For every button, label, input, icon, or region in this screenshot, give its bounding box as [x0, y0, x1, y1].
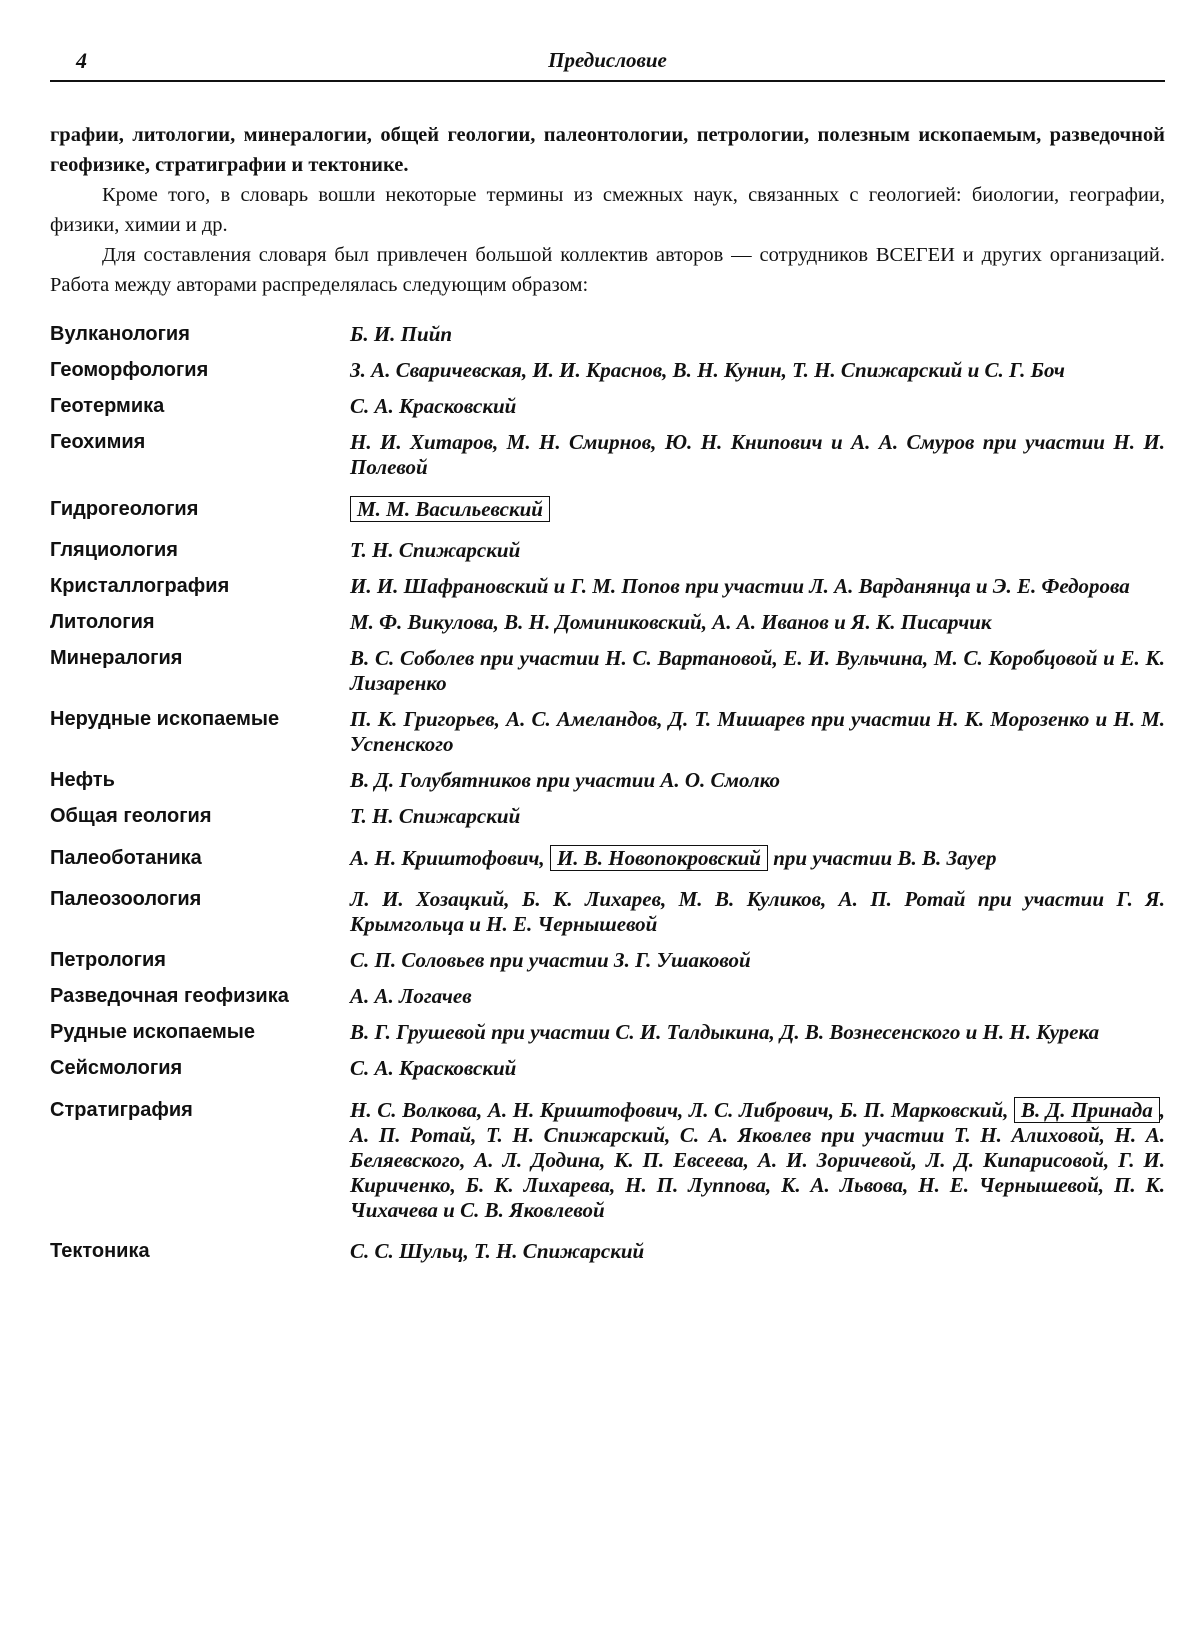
- field-name: Нерудные ископаемые: [50, 708, 280, 730]
- author-row: [50, 976, 1165, 1012]
- author-row: [50, 832, 1165, 879]
- field-name: Геотермика: [50, 395, 165, 417]
- field-name: Минералогия: [50, 647, 183, 669]
- field-name: Геохимия: [50, 431, 146, 453]
- author-names-part: А. Н. Криштофович,: [350, 846, 550, 870]
- author-names: [350, 1084, 1165, 1231]
- field-name: Тектоника: [50, 1240, 150, 1262]
- author-row: [50, 602, 1165, 638]
- author-names: В. С. Соболев при участии Н. С. Вартановой, Е. И. Вульчина, М. С. Коробцовой и Е. К. Лизаренко: [350, 646, 1165, 695]
- field-name: Палеозоология: [50, 888, 202, 910]
- author-names-part: при участии В. В. Зауер: [767, 846, 997, 870]
- author-names: С. А. Красковский: [350, 394, 517, 418]
- author-names-part: , А. П. Ротай, Т. Н. Спижарский, С. А. Яковлев при участии Т. Н. Алиховой, Н. А. Беляевского, А. Л. Додина, К. П. Евсеева, А. И. Зоричевой, Л. Д. Кипарисовой, Г. И. Кириченко, Б. К. Лихарева, Н. П. Луппова, К. А. Львова, Н. Е. Чернышевой, П. К. Чихачева и С. В. Яковлевой: [350, 1098, 1165, 1222]
- author-names: Б. И. Пийп: [350, 322, 453, 346]
- author-row: [50, 386, 1165, 422]
- field-name: Петрология: [50, 949, 166, 971]
- field-name: Литология: [50, 611, 155, 633]
- author-names: Л. И. Хозацкий, Б. К. Лихарев, М. В. Куликов, А. П. Ротай при участии Г. Я. Крымгольца и Н. Е. Чернышевой: [350, 887, 1165, 936]
- author-names: С. С. Шульц, Т. Н. Спижарский: [350, 1239, 645, 1263]
- author-row: [50, 940, 1165, 976]
- author-row: [50, 1084, 1165, 1231]
- author-names: [350, 483, 1165, 530]
- author-names: З. А. Сваричевская, И. И. Краснов, В. Н. Кунин, Т. Н. Спижарский и С. Г. Боч: [350, 358, 1065, 382]
- author-names: Н. И. Хитаров, М. Н. Смирнов, Ю. Н. Книпович и А. А. Смуров при участии Н. И. Полевой: [350, 430, 1165, 479]
- author-row: [50, 566, 1165, 602]
- author-row: [50, 314, 1165, 350]
- author-row: [50, 638, 1165, 699]
- author-row: [50, 796, 1165, 832]
- author-row: [50, 483, 1165, 530]
- author-names: С. А. Красковский: [350, 1056, 517, 1080]
- author-row: [50, 1231, 1165, 1267]
- author-names: С. П. Соловьев при участии З. Г. Ушаковой: [350, 948, 751, 972]
- page-number: 4: [76, 48, 87, 73]
- author-names: [350, 832, 1165, 879]
- author-names: В. Д. Голубятников при участии А. О. Смолко: [350, 768, 781, 792]
- field-name: Стратиграфия: [50, 1099, 193, 1121]
- author-row: [50, 760, 1165, 796]
- field-name: Нефть: [50, 769, 115, 791]
- author-row: [50, 422, 1165, 483]
- field-name: Общая геология: [50, 805, 212, 827]
- author-names: И. И. Шафрановский и Г. М. Попов при участии Л. А. Варданянца и Э. Е. Федорова: [350, 574, 1130, 598]
- field-name: Гидрогеология: [50, 498, 199, 520]
- field-name: Рудные ископаемые: [50, 1021, 255, 1043]
- deceased-author-box: И. В. Новопокровский: [550, 845, 768, 871]
- intro-paragraph-1: графии, литологии, минералогии, общей геологии, палеонтологии, петрологии, полезным ископаемым, разведочной геофизике, стратиграфии и тектонике.: [50, 124, 1165, 176]
- field-name: Кристаллография: [50, 575, 230, 597]
- author-row: [50, 1048, 1165, 1084]
- intro-paragraph-3: Для составления словаря был привлечен большой коллектив авторов — сотрудников ВСЕГЕИ и других организаций. Работа между авторами распределялась следующим образом:: [50, 244, 1165, 296]
- field-name: Сейсмология: [50, 1057, 183, 1079]
- field-name: Палеоботаника: [50, 847, 202, 869]
- field-name: Разведочная геофизика: [50, 985, 289, 1007]
- intro-paragraph-2: Кроме того, в словарь вошли некоторые термины из смежных наук, связанных с геологией: биологии, географии, физики, химии и др.: [50, 184, 1165, 236]
- page-header: [50, 40, 1165, 82]
- author-names: В. Г. Грушевой при участии С. И. Талдыкина, Д. В. Вознесенского и Н. Н. Курека: [350, 1020, 1100, 1044]
- author-names: А. А. Логачев: [350, 984, 472, 1008]
- author-names: Т. Н. Спижарский: [350, 538, 521, 562]
- author-names: П. К. Григорьев, А. С. Амеландов, Д. Т. Мишарев при участии Н. К. Морозенко и Н. М. Успенского: [350, 707, 1165, 756]
- field-name: Гляциология: [50, 539, 178, 561]
- author-row: [50, 699, 1165, 760]
- author-row: [50, 1012, 1165, 1048]
- author-row: [50, 879, 1165, 940]
- document-page: [50, 40, 1165, 1267]
- deceased-author-box: М. М. Васильевский: [350, 496, 550, 522]
- author-names: Т. Н. Спижарский: [350, 804, 521, 828]
- author-row: [50, 350, 1165, 386]
- authors-table: [50, 314, 1165, 1267]
- author-names-part: Н. С. Волкова, А. Н. Криштофович, Л. С. Либрович, Б. П. Марковский,: [350, 1098, 1015, 1122]
- field-name: Вулканология: [50, 323, 190, 345]
- field-name: Геоморфология: [50, 359, 209, 381]
- deceased-author-box: В. Д. Принада: [1014, 1097, 1160, 1123]
- intro-text: [50, 120, 1165, 300]
- author-row: [50, 530, 1165, 566]
- running-title: Предисловие: [548, 48, 667, 72]
- author-names: М. Ф. Викулова, В. Н. Доминиковский, А. А. Иванов и Я. К. Писарчик: [350, 610, 992, 634]
